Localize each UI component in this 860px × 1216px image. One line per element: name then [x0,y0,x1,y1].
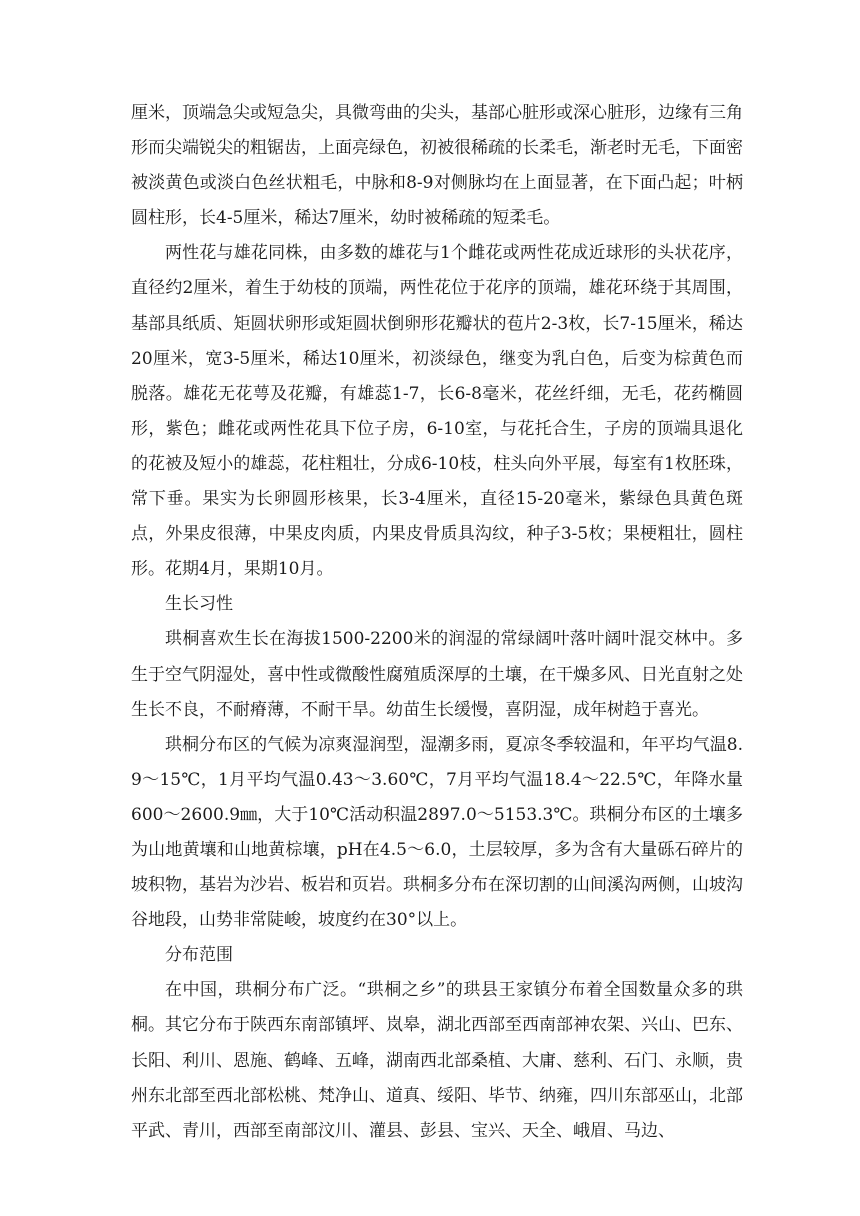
section-heading-distribution: 分布范围 [165,945,233,966]
paragraph-distribution: 在中国，珙桐分布广泛。“珙桐之乡”的珙县王家镇分布着全国数量众多的珙桐。其它分布于陕西东南部镇坪、岚皋，湖北西部至西南部神农架、兴山、巴东、长阳、利川、恩施、鹤峰、五峰，湖南西北部桑植、大庸、慈利、石门、永顺，贵州东北部至西北部松桃、梵净山、道真、绥阳、毕节、纳雍，四川东部巫山，北部平武、青川，西部至南部汶川、灌县、彭县、宝兴、天全、峨眉、马边、 [131,980,743,1141]
paragraph-growth-habit: 珙桐喜欢生长在海拔1500-2200米的润湿的常绿阔叶落叶阔叶混交林中。多生于空气阴湿处，喜中性或微酸性腐殖质深厚的土壤，在干燥多风、日光直射之处生长不良，不耐瘠薄，不耐干旱。幼苗生长缓慢，喜阴湿，成年树趋于喜光。 [131,629,743,720]
paragraph-leaf-description: 厘米，顶端急尖或短急尖，具微弯曲的尖头，基部心脏形或深心脏形，边缘有三角形而尖端锐尖的粗锯齿，上面亮绿色，初被很稀疏的长柔毛，渐老时无毛，下面密被淡黄色或淡白色丝状粗毛，中脉和8-9对侧脉均在上面显著，在下面凸起；叶柄圆柱形，长4-5厘米，稀达7厘米，幼时被稀疏的短柔毛。 [131,103,743,229]
paragraph-flower-description: 两性花与雄花同株，由多数的雄花与1个雌花或两性花成近球形的头状花序，直径约2厘米，着生于幼枝的顶端，两性花位于花序的顶端，雄花环绕于其周围，基部具纸质、矩圆状卵形或矩圆状倒卵形花瓣状的苞片2-3枚，长7-15厘米，稀达20厘米，宽3-5厘米，稀达10厘米，初淡绿色，继变为乳白色，后变为棕黄色而脱落。雄花无花萼及花瓣，有雄蕊1-7，长6-8毫米，花丝纤细，无毛，花药椭圆形，紫色；雌花或两性花具下位子房，6-10室，与花托合生，子房的顶端具退化的花被及短小的雄蕊，花柱粗壮，分成6-10枝，柱头向外平展，每室有1枚胚珠，常下垂。果实为长卵圆形核果，长3-4厘米，直径15-20毫米，紫绿色具黄色斑点，外果皮很薄，中果皮肉质，内果皮骨质具沟纹，种子3-5枚；果梗粗壮，圆柱形。花期4月，果期10月。 [131,243,743,580]
document-body [131,96,743,1149]
section-heading-growth-habit: 生长习性 [165,594,233,615]
paragraph-climate-soil: 珙桐分布区的气候为凉爽湿润型，湿潮多雨，夏凉冬季较温和，年平均气温8.9～15℃，1月平均气温0.43～3.60℃，7月平均气温18.4～22.5℃，年降水量600～2600.9㎜，大于10℃活动积温2897.0～5153.3℃。珙桐分布区的土壤多为山地黄壤和山地黄棕壤，pH在4.5～6.0，土层较厚，多为含有大量砾石碎片的坡积物，基岩为沙岩、板岩和页岩。珙桐多分布在深切割的山间溪沟两侧，山坡沟谷地段，山势非常陡峻，坡度约在30°以上。 [131,734,743,931]
